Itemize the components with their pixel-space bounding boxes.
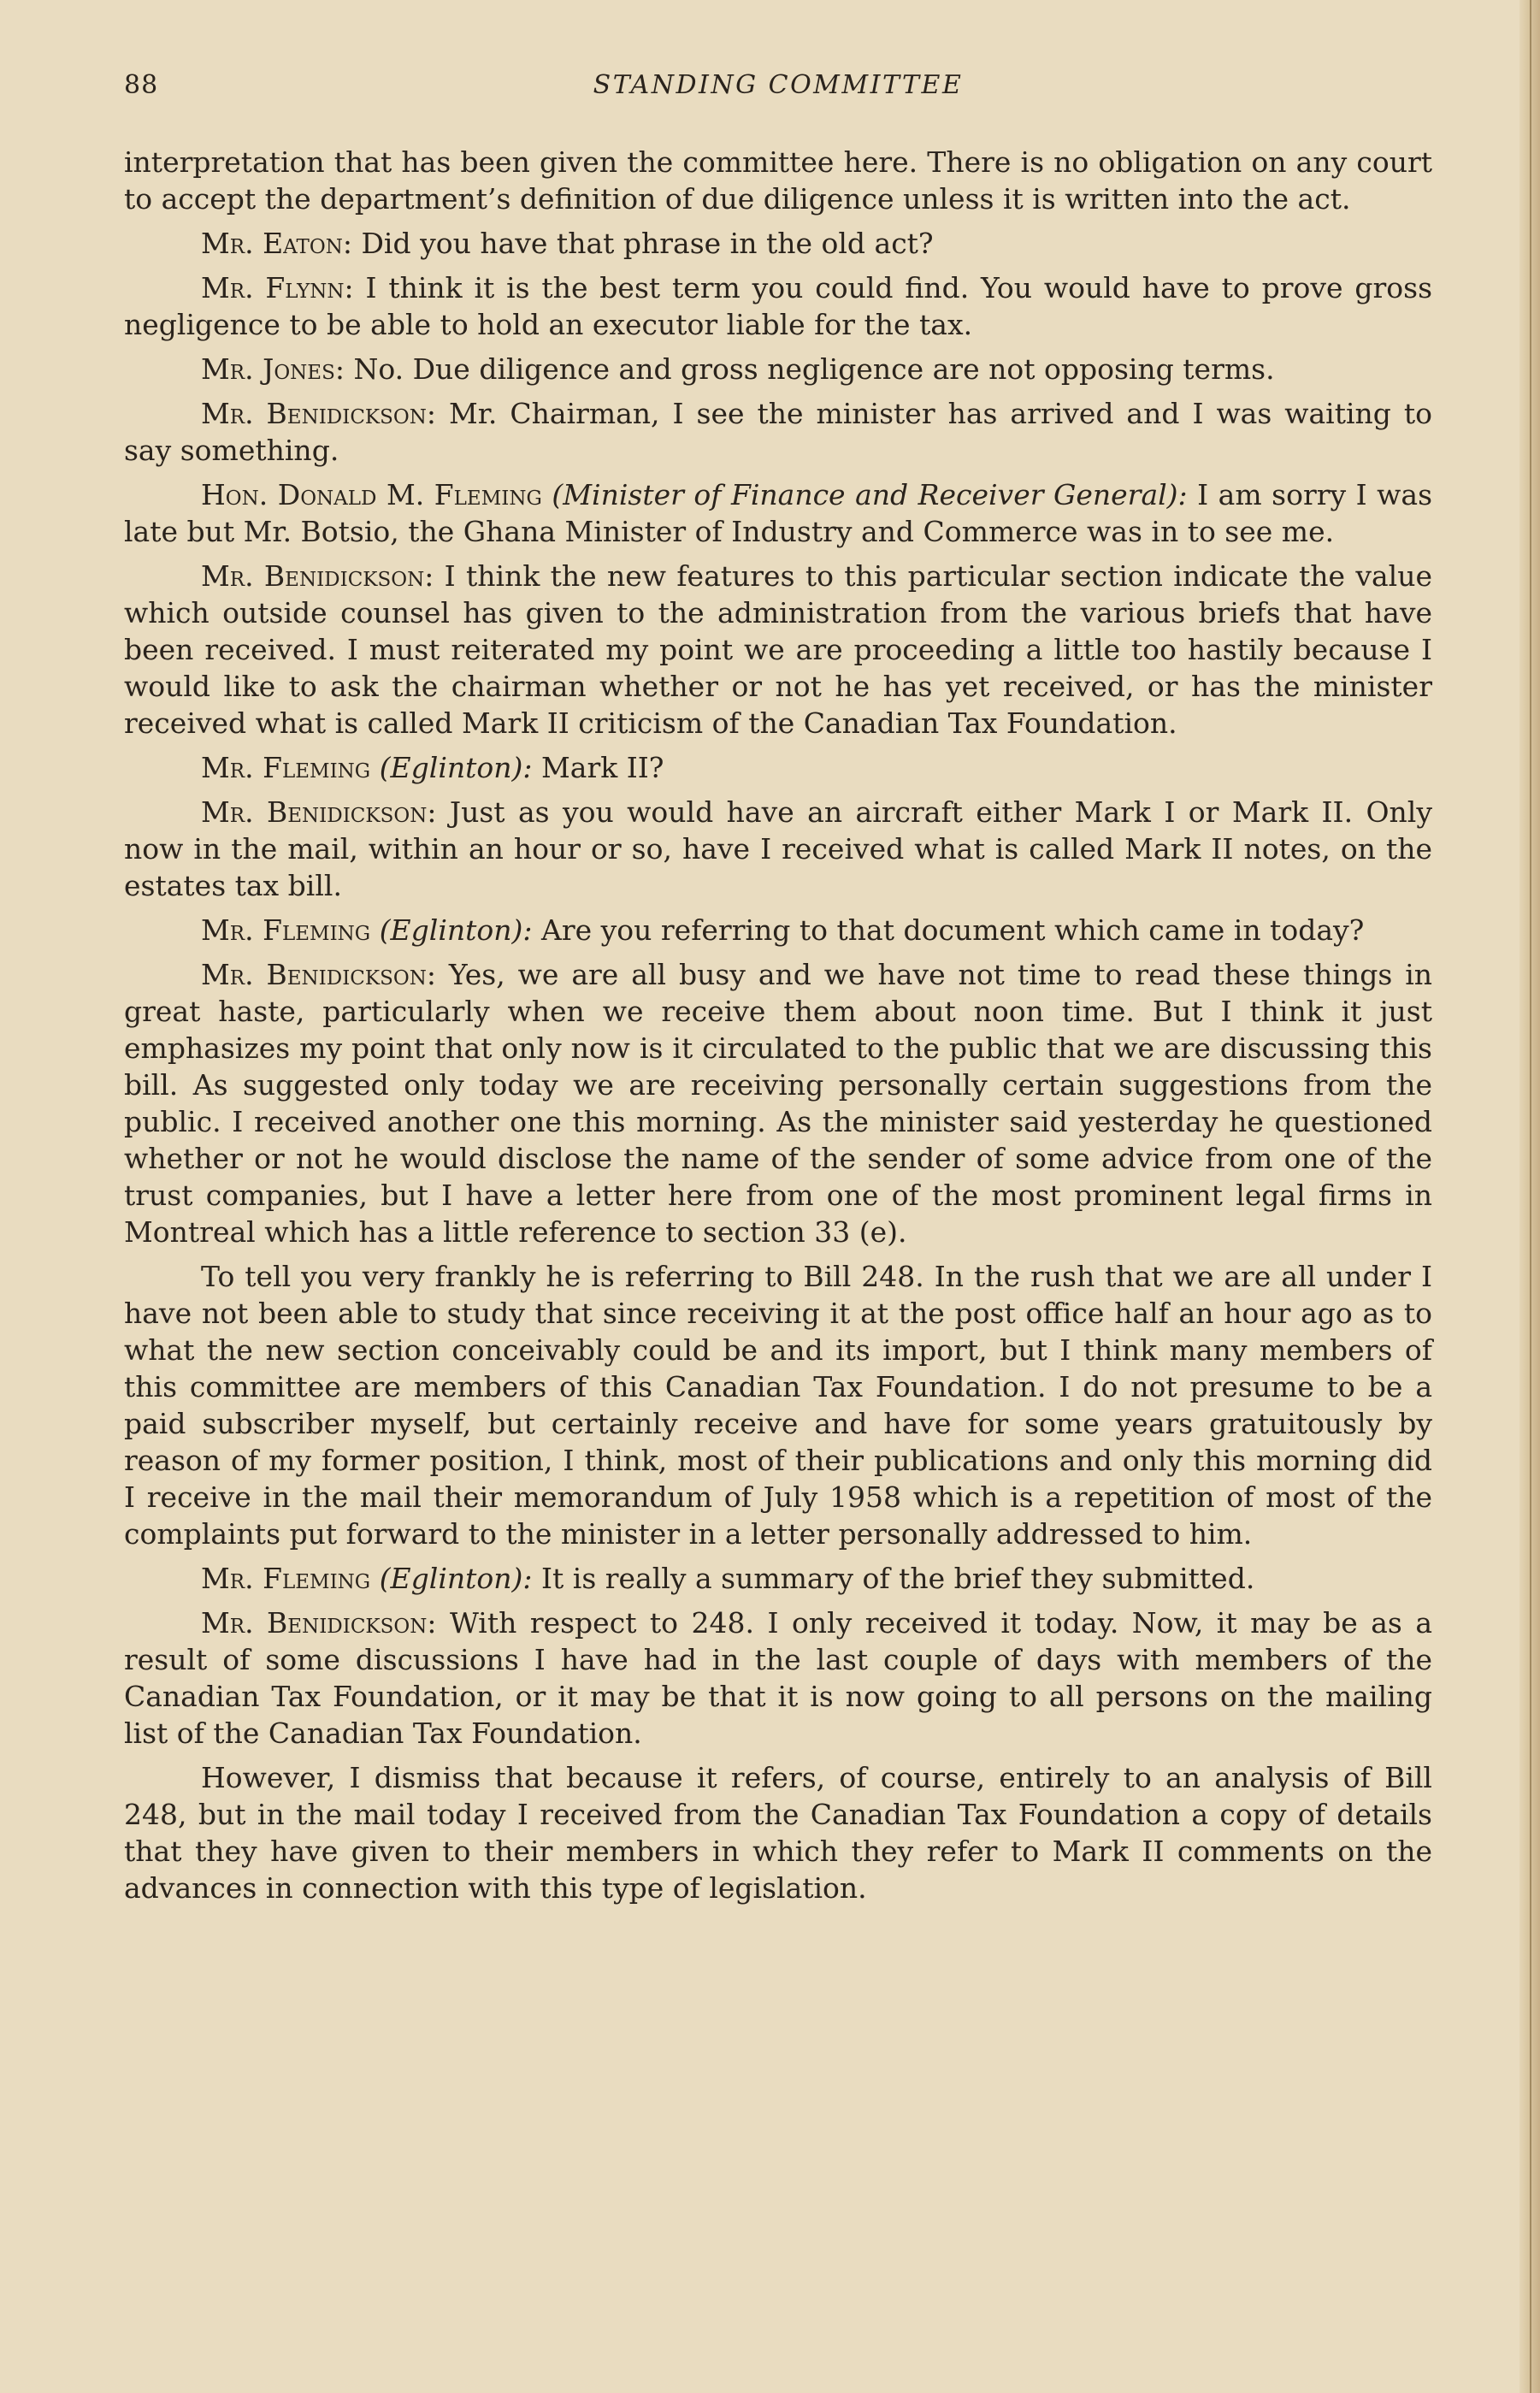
running-title: STANDING COMMITTEE xyxy=(593,70,964,100)
paragraph-text: To tell you very frankly he is referring to Bill 248. In the rush that we are all under I have not been able to study that since receiving it at the post office half an hour ago as to what the new section conceivably could be and its import, but I think many members of this committee are members of this Canadian Tax Foundation. I do not presume to be a paid subscriber myself, but certainly receive and have for some years gratuitously by reason of my former position, I think, most of their publications and only this morning did I receive in the mail their memorandum of July 1958 which is a repetition of most of the complaints put forward to the minister in a letter personally addressed to him. xyxy=(124,1260,1432,1551)
speaker-name: Mr. Jones: xyxy=(201,352,345,386)
paragraph-text: Yes, we are all busy and we have not time to read these things in great haste, particularly when we receive them about noon time. But I think it just emphasizes my point that only now is it circulated to the public that we are discussing this bill. As suggested only today we are receiving personally certain suggestions from the public. I received another one this morning. As the minister said yesterday he questioned whether or not he would disclose the name of the sender of some advice from one of the trust companies, but I have a letter here from one of the most prominent legal firms in Montreal which has a little reference to section 33 (e). xyxy=(124,958,1432,1249)
paragraph-text: Mr. Chairman, I see the minister has arrived and I was waiting to say something. xyxy=(124,397,1433,467)
paragraph-flynn xyxy=(124,269,1432,343)
speaker-name: Hon. Donald M. Fleming xyxy=(201,478,542,511)
speaker-name: Mr. Flynn: xyxy=(201,271,354,304)
paragraph-benidickson xyxy=(124,395,1432,469)
paragraph-text: I think it is the best term you could find. You would have to prove gross negligence to be able to hold an executor liable for the tax. xyxy=(124,271,1432,341)
paragraph-text: No. Due diligence and gross negligence are not opposing terms. xyxy=(344,352,1275,386)
paragraph-fleming xyxy=(124,912,1432,948)
paragraph-text: I think the new features to this particular section indicate the value which outside counsel has given to the administration from the various briefs that have been received. I must reiterated my point we are proceeding a little too hastily because I would like to ask the chairman whether or not he has yet received, or has the minister received what is called Mark II criticism of the Canadian Tax Foundation. xyxy=(124,559,1432,740)
paragraph-benidickson xyxy=(124,794,1432,904)
paragraph-text: Did you have that phrase in the old act? xyxy=(351,227,934,260)
paragraph-text: Just as you would have an aircraft either Mark I or Mark II. Only now in the mail, within an hour or so, have I received what is called Mark II notes, on the estates tax bill. xyxy=(124,795,1432,902)
paragraph-text: Are you referring to that document which came in today? xyxy=(532,913,1365,947)
page-edge-shadow xyxy=(1530,0,1531,2393)
transcript-body xyxy=(124,144,1432,1914)
paragraph-text: It is really a summary of the brief they submitted. xyxy=(532,1562,1255,1595)
speaker-name: Mr. Benidickson: xyxy=(201,795,437,829)
page-number: 88 xyxy=(124,70,159,100)
paragraph-text: However, I dismiss that because it refers, of course, entirely to an analysis of Bill 248, but in the mail today I received from the Canadian Tax Foundation a copy of details that they have given to their members in which they refer to Mark II comments on the advances in connection with this type of legislation. xyxy=(124,1761,1432,1905)
paragraph-continued xyxy=(124,1759,1432,1906)
speaker-role: (Minister of Finance and Receiver General): xyxy=(552,478,1188,511)
paragraph-continued xyxy=(124,1258,1432,1552)
speaker-name: Mr. Benidickson: xyxy=(201,559,434,593)
speaker-name: Mr. Eaton: xyxy=(201,227,352,260)
paragraph-eaton xyxy=(124,225,1432,262)
paragraph-jones xyxy=(124,351,1432,387)
speaker-riding: (Eglinton): xyxy=(379,751,533,784)
paragraph-benidickson xyxy=(124,1604,1432,1752)
paragraph-text: interpretation that has been given the committee here. There is no obligation on any court to accept the department’s definition of due diligence unless it is written into the act. xyxy=(124,145,1432,216)
paragraph-fleming-minister xyxy=(124,476,1432,550)
paragraph-fleming xyxy=(124,1560,1432,1597)
speaker-name: Mr. Benidickson: xyxy=(201,397,436,430)
page-header xyxy=(124,70,1432,113)
paragraph-continuation xyxy=(124,144,1432,217)
speaker-name: Mr. Benidickson: xyxy=(201,1606,437,1640)
paragraph-text: With respect to 248. I only received it today. Now, it may be as a result of some discussions I have had in the last couple of days with members of the Canadian Tax Foundation, or it may be that it is now going to all persons on the mailing list of the Canadian Tax Foundation. xyxy=(124,1606,1433,1750)
paragraph-text: I am sorry I was late but Mr. Botsio, the Ghana Minister of Industry and Commerce was in to see me. xyxy=(124,478,1433,548)
speaker-riding: (Eglinton): xyxy=(379,913,533,947)
speaker-name: Mr. Fleming xyxy=(201,913,371,947)
speaker-riding: (Eglinton): xyxy=(379,1562,533,1595)
paragraph-fleming xyxy=(124,749,1432,786)
speaker-name: Mr. Fleming xyxy=(201,751,371,784)
speaker-name: Mr. Fleming xyxy=(201,1562,371,1595)
paragraph-benidickson xyxy=(124,956,1432,1250)
paragraph-benidickson xyxy=(124,558,1432,742)
paragraph-text: Mark II? xyxy=(532,751,664,784)
speaker-name: Mr. Benidickson: xyxy=(201,958,436,991)
